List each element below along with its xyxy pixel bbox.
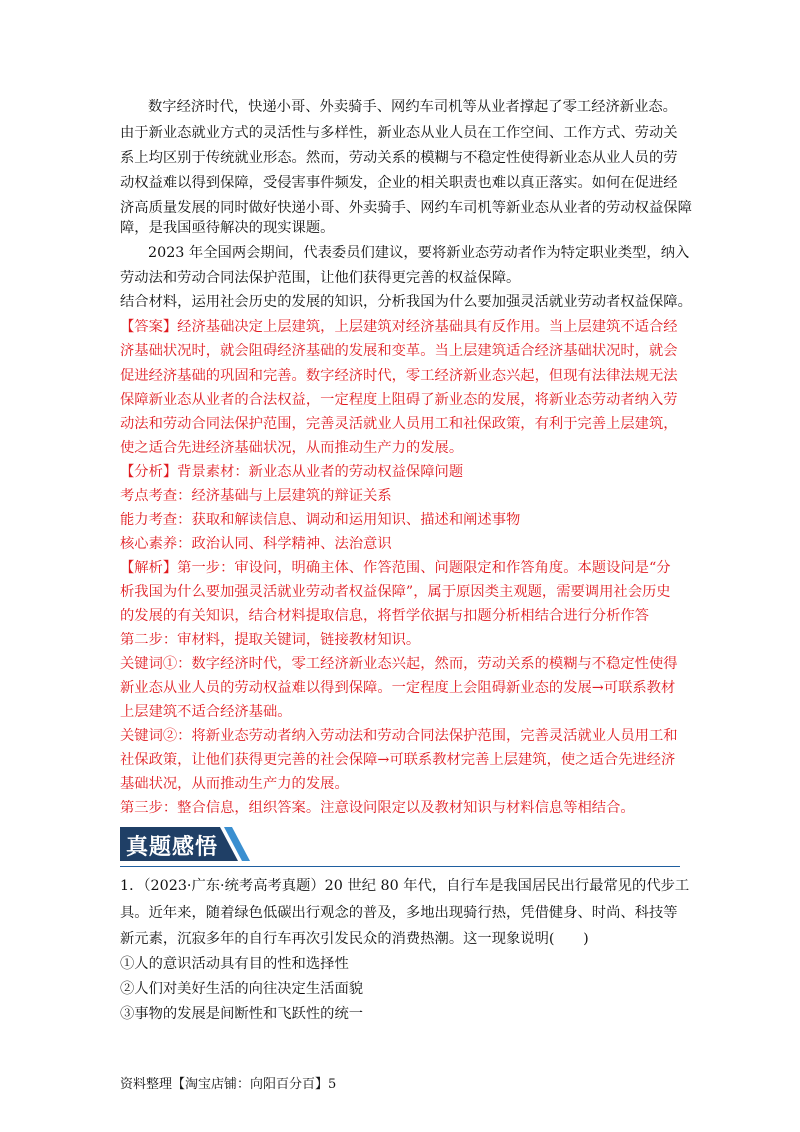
- answer-line: 使之适合先进经济基础状况，从而推动生产力的发展。: [120, 440, 464, 456]
- explanation-line: 关键词①：数字经济时代，零工经济新业态兴起，然而，劳动关系的模糊与不稳定性使得: [120, 656, 678, 672]
- explanation-line: 析我国为什么要加强灵活就业劳动者权益保障”，属于原因类主观题，需要调用社会历史: [120, 584, 671, 600]
- material-line: 2023 年全国两会期间，代表委员们建议，要将新业态劳动者作为特定职业类型，纳入: [148, 245, 690, 261]
- explanation-line: 【解析】第一步：审设问，明确主体、作答范围、问题限定和作答角度。本题设问是“分: [120, 560, 671, 576]
- option-3: ③事物的发展是间断性和飞跃性的统一: [120, 1006, 364, 1022]
- analysis-line: 能力考查：获取和解读信息、调动和运用知识、描述和阐述事物: [120, 512, 521, 528]
- explanation-line: 关键词②：将新业态劳动者纳入劳动法和劳动合同法保护范围，完善灵活就业人员用工和: [120, 728, 678, 744]
- analysis-line: 核心素养：政治认同、科学精神、法治意识: [120, 536, 392, 552]
- question-line: 具。近年来，随着绿色低碳出行观念的普及，多地出现骑行热，凭借健身、时尚、科技等: [120, 905, 678, 921]
- question-prompt: 结合材料，运用社会历史的发展的知识，分析我国为什么要加强灵活就业劳动者权益保障。: [120, 294, 692, 310]
- material-line: 济高质量发展的同时做好快递小哥、外卖骑手、网约车司机等新业态从业者的劳动权益保障: [120, 200, 692, 216]
- material-line: 由于新业态就业方式的灵活性与多样性，新业态从业人员在工作空间、工作方式、劳动关: [120, 125, 678, 141]
- answer-line: 促进经济基础的巩固和完善。数字经济时代，零工经济新业态兴起，但现有法律法规无法: [120, 368, 678, 384]
- answer-line: 济基础状况时，就会阻碍经济基础的发展和变革。当上层建筑适合经济基础状况时，就会: [120, 343, 678, 359]
- explanation-line: 第三步：整合信息，组织答案。注意设问限定以及教材知识与材料信息等相结合。: [120, 800, 635, 816]
- option-2: ②人们对美好生活的向往决定生活面貌: [120, 981, 364, 997]
- material-line: 数字经济时代，快递小哥、外卖骑手、网约车司机等从业者撑起了零工经济新业态。: [148, 99, 677, 115]
- material-line: 动权益难以得到保障，受侵害事件频发，企业的相关职责也难以真正落实。如何在促进经: [120, 175, 678, 191]
- page-footer: 资料整理【淘宝店铺：向阳百分百】5: [120, 1077, 337, 1092]
- section-divider: [120, 866, 680, 867]
- section-title: 真题感悟: [126, 835, 219, 860]
- explanation-line: 社保政策，让他们获得更完善的社会保障→可联系教材完善上层建筑，使之适合先进经济: [120, 752, 676, 768]
- explanation-line: 新业态从业人员的劳动权益难以得到保障。一定程度上会阻碍新业态的发展→可联系教材: [120, 680, 676, 696]
- section-banner: [120, 827, 250, 861]
- question-line: 新元素，沉寂多年的自行车再次引发民众的消费热潮。这一现象说明( ): [120, 931, 589, 947]
- answer-line: 【答案】经济基础决定上层建筑，上层建筑对经济基础具有反作用。当上层建筑不适合经: [120, 319, 678, 335]
- analysis-line: 考点考查：经济基础与上层建筑的辩证关系: [120, 488, 392, 504]
- analysis-line: 【分析】背景素材：新业态从业者的劳动权益保障问题: [120, 464, 464, 480]
- explanation-line: 基础状况，从而推动生产力的发展。: [120, 776, 349, 792]
- explanation-line: 第二步：审材料，提取关键词，链接教材知识。: [120, 632, 421, 648]
- material-line: 系上均区别于传统就业形态。然而，劳动关系的模糊与不稳定性使得新业态从业人员的劳: [120, 150, 678, 166]
- explanation-line: 上层建筑不适合经济基础。: [120, 704, 292, 720]
- material-line: 障，是我国亟待解决的现实课题。: [120, 220, 335, 236]
- explanation-line: 的发展的有关知识，结合材料提取信息，将哲学依据与扣题分析相结合进行分析作答: [120, 608, 649, 624]
- question-line: 1．（2023·广东·统考高考真题）20 世纪 80 年代，自行车是我国居民出行最常见的代步工: [120, 878, 690, 894]
- answer-line: 动法和劳动合同法保护范围，完善灵活就业人员用工和社保政策，有利于完善上层建筑，: [120, 416, 678, 432]
- answer-line: 保障新业态从业者的合法权益，一定程度上阻碍了新业态的发展，将新业态劳动者纳入劳: [120, 392, 678, 408]
- material-line: 劳动法和劳动合同法保护范围，让他们获得更完善的权益保障。: [120, 270, 521, 286]
- option-1: ①人的意识活动具有目的性和选择性: [120, 956, 349, 972]
